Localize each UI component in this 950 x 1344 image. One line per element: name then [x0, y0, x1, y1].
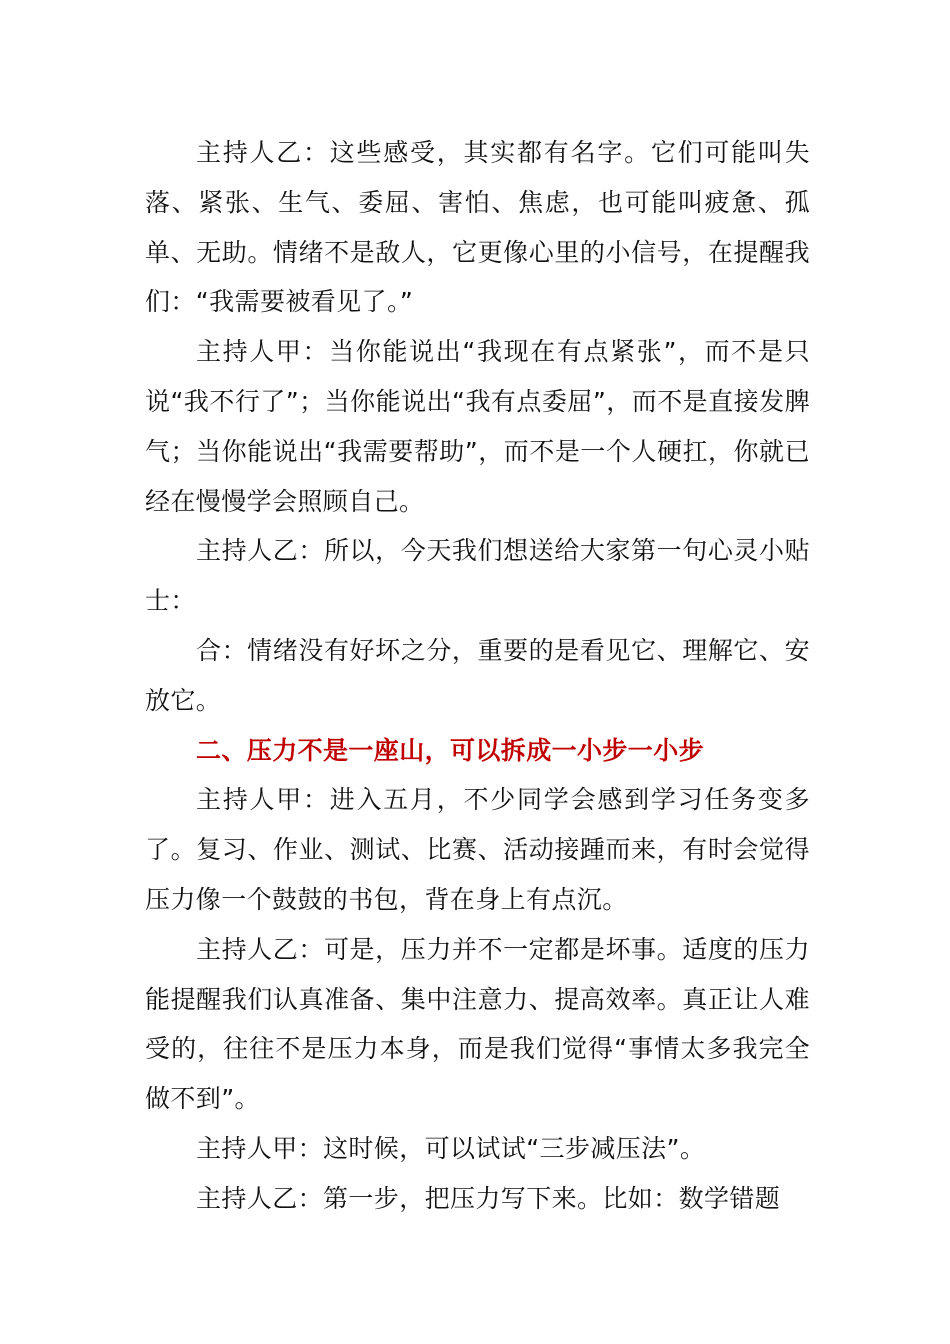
paragraph-host-b-tip-intro: 主持人乙：所以，今天我们想送给大家第一句心灵小贴士：	[145, 536, 810, 616]
paragraph-host-a-may: 主持人甲：进入五月，不少同学会感到学习任务变多了。复习、作业、测试、比赛、活动接踵而来，有时会觉得压力像一个鼓鼓的书包，背在身上有点沉。	[145, 785, 810, 914]
paragraph-host-b-step-one: 主持人乙：第一步，把压力写下来。比如：数学错题	[196, 1183, 781, 1213]
paragraph-host-a-expressing: 主持人甲：当你能说出“我现在有点紧张”，而不是只说“我不行了”；当你能说出“我有点委屈”，而不是直接发脾气；当你能说出“我需要帮助”，而不是一个人硬扛，你就已经在慢慢学会照顾自己。	[145, 337, 810, 516]
section-heading: 二、压力不是一座山，可以拆成一小步一小步	[196, 735, 705, 765]
paragraph-host-b-pressure: 主持人乙：可是，压力并不一定都是坏事。适度的压力能提醒我们认真准备、集中注意力、提高效率。真正让人难受的，往往不是压力本身，而是我们觉得“事情太多我完全做不到”。	[145, 934, 810, 1114]
paragraph-together-tip: 合：情绪没有好坏之分，重要的是看见它、理解它、安放它。	[145, 635, 810, 715]
paragraph-host-b-emotions: 主持人乙：这些感受，其实都有名字。它们可能叫失落、紧张、生气、委屈、害怕、焦虑，也可能叫疲惫、孤单、无助。情绪不是敌人，它更像心里的小信号，在提醒我们：“我需要被看见了。”	[145, 138, 810, 317]
document-body	[145, 128, 810, 1224]
paragraph-host-a-method: 主持人甲：这时候，可以试试“三步减压法”。	[196, 1133, 706, 1163]
